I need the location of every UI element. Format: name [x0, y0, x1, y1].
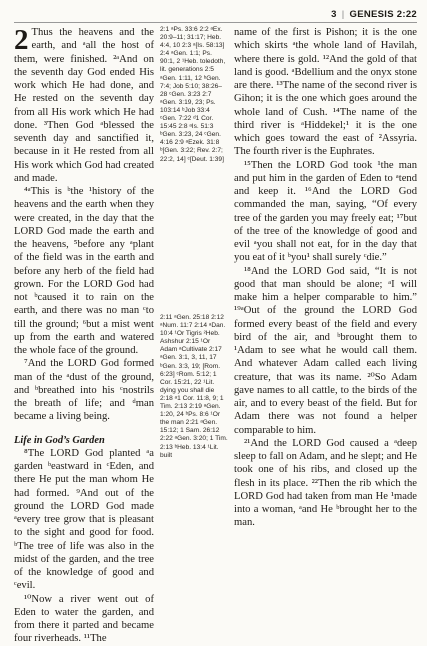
paragraph: ¹⁸And the LORD God said, “It is not good that man should be alone; ᵃI will make him a helper comparable to him.” ¹⁹ᵃOut of the ground the LORD God formed every beast of the field and every bird of the air, and ᵇbrought them to ¹Adam to see what he would call them. And whatever Adam called each living creature, that was its name. ²⁰So Adam gave names to all cattle, to the birds of the air, and to every beast of the field. But for Adam there was not found a helper comparable to him. — [234, 265, 417, 436]
cross-reference-column — [160, 26, 228, 459]
section-heading: Life in God’s Garden — [14, 434, 105, 446]
paragraph-text: Thus the heavens and the earth, and ᵃall the host of them, were finished. ²ᵃAnd on the seventh day God ended His work which He had done, and He rested on the seventh day from all His work which He had done. ³Then God ᵃblessed the seventh day and sanctified it, because in it He rested from all His work which God had created and made. — [14, 27, 154, 184]
paragraph-chapter-opening — [14, 26, 154, 185]
paragraph: ¹⁵Then the LORD God took ¹the man and put him in the garden of Eden to ᵃtend and keep it. ¹⁶And the LORD God commanded the man, saying, “Of every tree of the garden you may freely eat; ¹⁷but of the tree of the knowledge of good and evil ᵃyou shall not eat, for in the day that you eat of it ᵇyou¹ shall surely ᶜdie.” — [234, 159, 417, 264]
running-header — [331, 7, 417, 21]
paragraph: ²¹And the LORD God caused a ᵃdeep sleep to fall on Adam, and he slept; and He took one of his ribs, and closed up the flesh in its place. ²²Then the rib which the LORD God had taken from man He ¹made into a woman, ᵃand He ᵇbrought her to the man. — [234, 437, 417, 529]
left-text-column — [14, 26, 154, 646]
header-rule — [14, 22, 417, 23]
chapter-dropcap: 2 — [14, 24, 29, 56]
cross-reference-block-top: 2:1 ᵃPs. 33:6 2:2 ᵃEx. 20:9–11; 31:17; Heb. 4:4, 10 2:3 ᵃ[Is. 58:13] 2:4 ᵃGen. 1:1; Ps. 90:1, 2 ¹Heb. toledoth, lit. generations 2:5 ᵃGen. 1:11, 12 ᵇGen. 7:4; Job 5:10; 38:26–28 ᶜGen. 3:23 2:7 ᵃGen. 3:19, 23; Ps. 103:14 ᵇJob 33:4 ᶜGen. 7:22 ᵈ1 Cor. 15:45 2:8 ᵃIs. 51:3 ᵇGen. 3:23, 24 ᶜGen. 4:16 2:9 ᵃEzek. 31:8 ᵇ[Gen. 3:22; Rev. 2:7; 22:2, 14] ᶜ[Deut. 1:39] — [160, 26, 226, 163]
page-number: 3 — [331, 8, 337, 20]
paragraph: ⁸The LORD God planted ᵃa garden ᵇeastward in ᶜEden, and there He put the man whom He had formed. ⁹And out of the ground the LORD God made ᵃevery tree grow that is pleasant to the sight and good for food. ᵇThe tree of life was also in the midst of the garden, and the tree of the knowledge of good and ᶜevil. — [14, 447, 154, 592]
paragraph: name of the first is Pishon; it is the one which skirts ᵃthe whole land of Havilah, where there is gold. ¹²And the gold of that land is good. ᵃBdellium and the onyx stone are there. ¹³The name of the second river is Gihon; it is the one which goes around the whole land of Cush. ¹⁴The name of the third river is ᵃHiddekel;¹ it is the one which goes toward the east of ²Assyria. The fourth river is the Euphrates. — [234, 27, 417, 158]
right-text-column — [234, 26, 417, 530]
paragraph: ⁷And the LORD God formed man of the ᵃdust of the ground, and ᵇbreathed into his ᶜnostrils the breath of life; and ᵈman became a living being. — [14, 358, 154, 423]
paragraph: ⁴ᵃThis is ᵇthe ¹history of the heavens and the earth when they were created, in the day that the LORD God made the earth and the heavens, ⁵before any ᵃplant of the field was in the earth and before any herb of the field had grown. For the LORD God had not ᵇcaused it to rain on the earth, and there was no man ᶜto till the ground; ⁶but a mist went up from the earth and watered the whole face of the ground. — [14, 186, 154, 356]
book-reference: GENESIS 2:22 — [349, 8, 417, 20]
cross-reference-block-bottom: 2:11 ᵃGen. 25:18 2:12 ᵃNum. 11:7 2:14 ᵃDan. 10:4 ¹Or Tigris ²Heb. Ashshur 2:15 ¹Or Adam ᵃCultivate 2:17 ᵃGen. 3:1, 3, 11, 17 ᵇGen. 3:3, 19; [Rom. 6:23] ᶜRom. 5:12; 1 Cor. 15:21, 22 ¹Lit. dying you shall die 2:18 ᵃ1 Cor. 11:8, 9; 1 Tim. 2:13 2:19 ᵃGen. 1:20, 24 ᵇPs. 8:6 ¹Or the man 2:21 ᵃGen. 15:12; 1 Sam. 26:12 2:22 ᵃGen. 3:20; 1 Tim. 2:13 ᵇHeb. 13:4 ¹Lit. built — [160, 314, 228, 459]
paragraph: ¹⁰Now a river went out of Eden to water the garden, and from there it parted and became four riverheads. ¹¹The — [14, 593, 154, 645]
header-separator: | — [341, 8, 345, 20]
